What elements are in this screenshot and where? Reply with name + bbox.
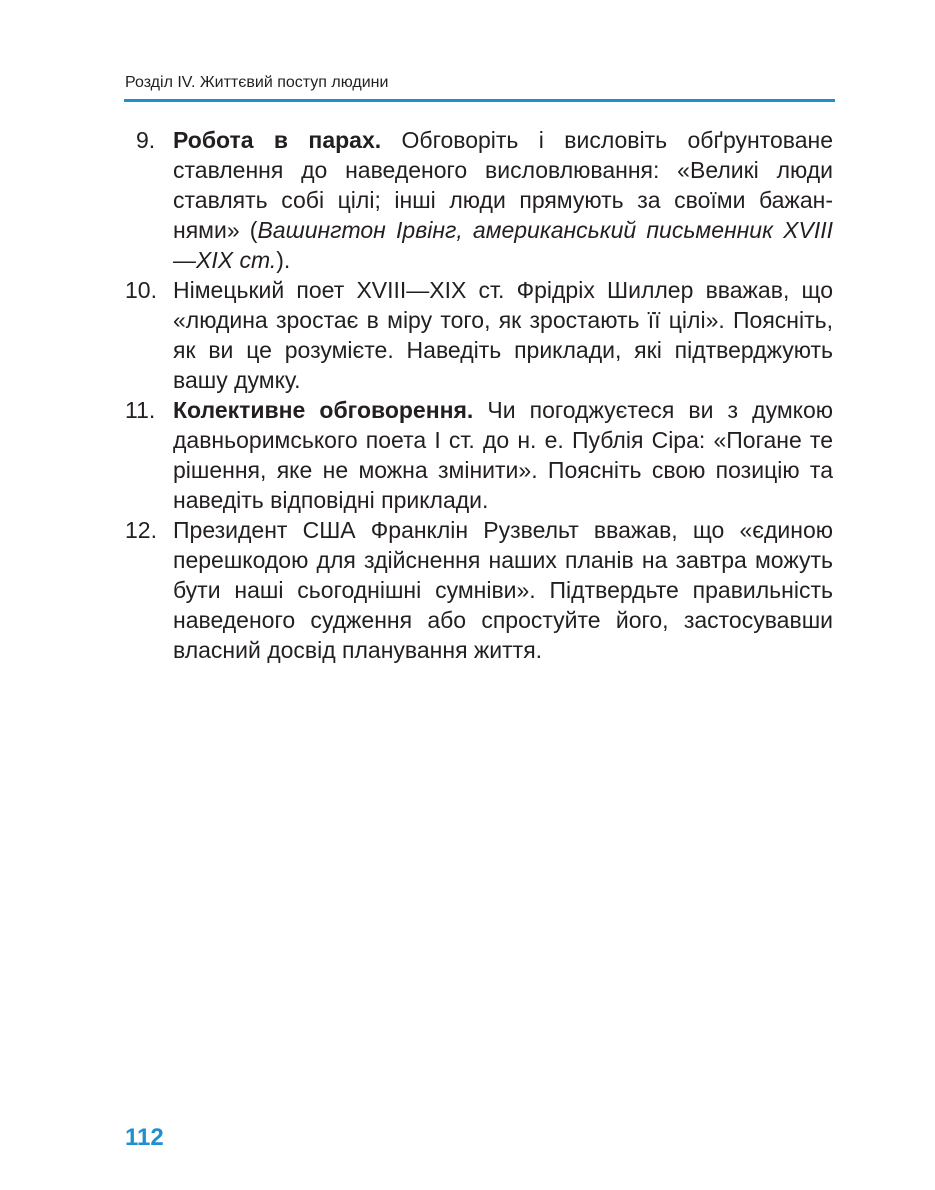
task-12 [125, 515, 833, 665]
page-number: 112 [125, 1124, 164, 1151]
task-lead-bold: Робота в парах. [173, 127, 382, 153]
task-text: Німецький поет XVIII—XIX ст. Фрідріх Шиллер вважав, що «людина зростає в міру того, як зростають її цілі». Поясніть, як ви це розумієте. Наведіть приклади, які підтверджують вашу думку. [173, 277, 833, 393]
task-number: 12. [125, 517, 157, 543]
task-number: 10. [125, 277, 157, 303]
task-9 [125, 125, 833, 275]
task-number: 11. [125, 397, 156, 423]
task-lead-bold: Колективне обговорення. [173, 397, 474, 423]
running-head-title: Розділ IV. Життєвий поступ людини [125, 74, 389, 91]
quote-attribution: Вашингтон Ірвінг, американський письменник XVIII—XIX ст. [173, 217, 833, 273]
task-text-end: ). [276, 247, 291, 273]
header-divider [124, 99, 835, 102]
task-11 [125, 395, 833, 515]
task-number: 9. [136, 127, 156, 153]
task-10 [125, 275, 833, 395]
task-list [125, 125, 833, 665]
task-text: Президент США Франклін Рузвельт вважав, що «єдиною перешкодою для здійснення наших планів на завтра можуть бути наші сьогоднішні сумніви». Підтвердьте правильність наведеного судження або спростуйте його, застосувавши власний досвід планування життя. [173, 517, 833, 663]
task-text: Чи погоджуєтеся ви з думкою давньоримського поета I ст. до н. е. Публія Сіра: «Погане те рішення, яке не можна змінити». Поясніть свою позицію та наведіть відповідні приклади. [173, 397, 833, 513]
task-text: Обговоріть і висловіть обґрунтоване ставлення до наведеного висловлювання: «Великі люди ставлять собі цілі; інші люди прямують за своїми бажаннями» ( [173, 127, 833, 243]
